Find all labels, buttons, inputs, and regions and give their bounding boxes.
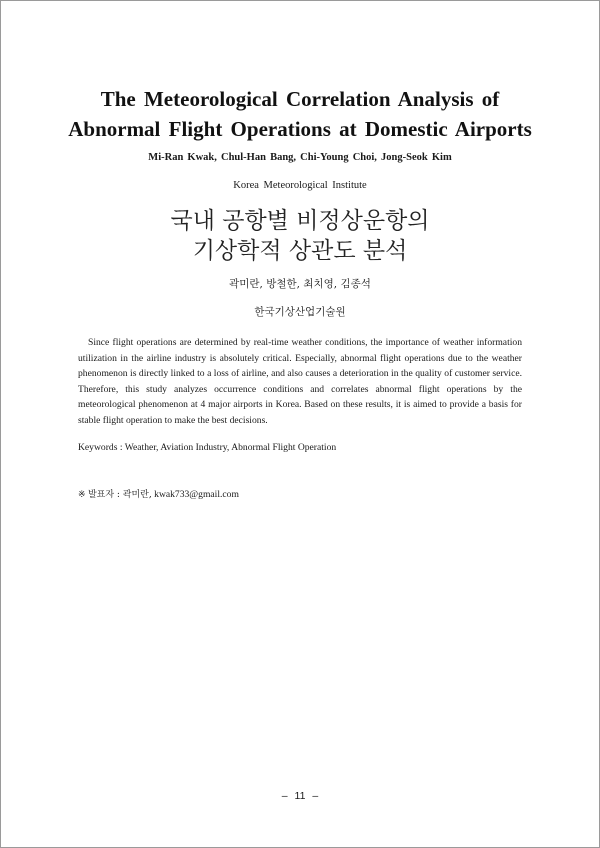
korean-title-line-2: 기상학적 상관도 분석 — [192, 238, 408, 264]
korean-affiliation: 한국기상산업기술원 — [254, 306, 346, 318]
korean-title — [40, 206, 560, 266]
keywords: Keywords : Weather, Aviation Industry, Abnormal Flight Operation — [78, 442, 337, 453]
english-title — [40, 84, 560, 144]
english-title-line-2: Abnormal Flight Operations at Domestic Airports — [68, 117, 532, 141]
presenter-note — [78, 487, 522, 500]
abstract-text: Since flight operations are determined by real-time weather conditions, the importance of weather information utilization in the airline industry is absolutely critical. Especially, abnormal flight operations due to the weather phenomenon is directly linked to a loss of airline, and also causes a deterioration in the quality of customer service. Therefore, this study analyzes occurrence conditions and correlates abnormal flight operations by the meteorological phenomenon at 4 major airports in Korea. Based on these results, it is aimed to provide a basis for stable flight operation to make the best decisions. — [78, 337, 522, 426]
presenter-label: 발표자 : 곽미란, — [87, 490, 152, 500]
english-authors: Mi-Ran Kwak, Chul-Han Bang, Chi-Young Choi, Jong-Seok Kim — [148, 152, 452, 163]
english-title-line-1: The Meteorological Correlation Analysis of — [100, 87, 500, 111]
korean-authors: 곽미란, 방철한, 최치영, 김종석 — [229, 278, 371, 290]
english-affiliation: Korea Meteorological Institute — [233, 180, 367, 191]
presenter-email: kwak733@gmail.com — [154, 489, 239, 500]
reference-mark: ※ — [78, 490, 86, 500]
page-number: – 11 – — [281, 790, 319, 802]
korean-title-line-1: 국내 공항별 비정상운항의 — [170, 208, 430, 234]
